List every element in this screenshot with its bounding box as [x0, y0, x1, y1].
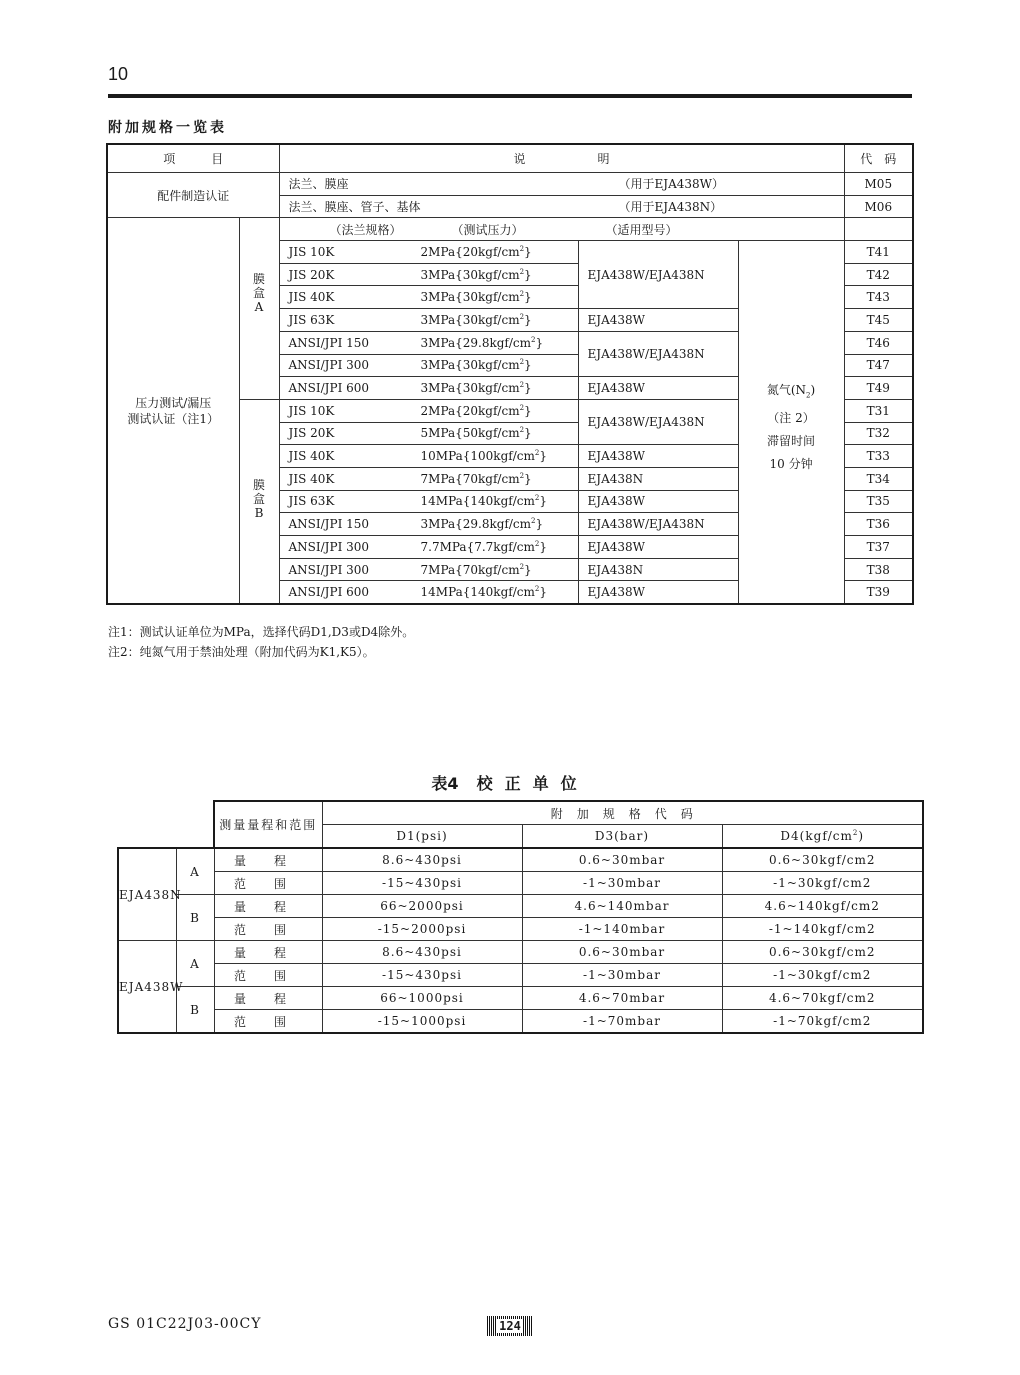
header-d3: D3(bar)	[522, 825, 722, 849]
code-cell: T37	[844, 536, 913, 559]
test-pressure: $3MPa\{30kgf/cm^2\}$	[420, 267, 532, 282]
header-range: 测量量程和范围	[214, 801, 322, 848]
value-cell: -1~30mbar	[522, 964, 722, 987]
test-pressure: $7MPa\{70kgf/cm^2\}$	[420, 562, 532, 577]
test-pressure: $5MPa\{50kgf/cm^2\}$	[420, 426, 532, 441]
table-header-row	[107, 144, 913, 173]
table4-title-label: 表4	[431, 774, 459, 793]
test-pressure: $10MPa\{100kgf/cm^2\}$	[420, 449, 547, 464]
code-cell: T31	[844, 399, 913, 422]
kind-range: 范围	[214, 872, 322, 895]
model-name: EJA438W	[118, 941, 176, 1034]
model-cell: EJA438W	[578, 445, 738, 468]
test-pressure: $3MPa\{30kgf/cm^2\}$	[420, 290, 532, 305]
value-cell: 0.6~30mbar	[522, 941, 722, 964]
code-cell: T33	[844, 445, 913, 468]
flange-spec: JIS 10K	[288, 244, 335, 259]
test-pressure: $14MPa\{140kgf/cm^2\}$	[420, 585, 547, 600]
test-pressure: $3MPa\{29.8kgf/cm^2\}$	[420, 517, 544, 532]
code-cell: T35	[844, 490, 913, 513]
capsule-a-label: 膜 盒 A	[239, 218, 279, 400]
code-cell: T36	[844, 513, 913, 536]
flange-spec: JIS 63K	[288, 494, 335, 509]
value-cell: -1~30kgf/cm2	[722, 872, 923, 895]
table-row	[118, 918, 923, 941]
test-pressure: $2MPa\{20kgf/cm^2\}$	[420, 244, 532, 259]
page-number: 10	[108, 64, 129, 84]
table4-title	[0, 771, 1020, 794]
flange-spec: JIS 40K	[288, 290, 335, 305]
table-row	[118, 1010, 923, 1034]
table-row	[118, 895, 923, 918]
model-cell: EJA438W/EJA438N	[578, 513, 738, 536]
section-title: 附加规格一览表	[108, 120, 227, 136]
value-cell: -15~430psi	[322, 872, 522, 895]
value-cell: -15~1000psi	[322, 1010, 522, 1034]
flange-spec: JIS 40K	[288, 449, 335, 464]
cert-desc: 法兰、膜座	[288, 177, 349, 192]
kind-span: 量程	[214, 895, 322, 918]
flange-spec: ANSI/JPI 600	[288, 381, 370, 396]
calibration-units-table	[117, 800, 924, 1034]
flange-spec: ANSI/JPI 300	[288, 358, 370, 373]
table4-title-name: 校正单位	[476, 774, 589, 793]
value-cell: -1~30mbar	[522, 872, 722, 895]
capsule-name: A	[176, 941, 214, 987]
page-barcode: 124	[487, 1316, 533, 1336]
cert-note: （用于EJA438N）	[618, 200, 723, 215]
value-cell: -15~2000psi	[322, 918, 522, 941]
model-cell: EJA438W/EJA438N	[578, 399, 738, 444]
value-cell: 4.6~70mbar	[522, 987, 722, 1010]
header-d4: $D4(kgf/cm^2)$	[722, 825, 923, 849]
value-cell: 0.6~30kgf/cm2	[722, 848, 923, 872]
kind-range: 范围	[214, 918, 322, 941]
kind-range: 范围	[214, 1010, 322, 1034]
code-cell: T49	[844, 377, 913, 400]
header-item: 项 目	[107, 144, 279, 173]
code-cell: T41	[844, 241, 913, 264]
kind-span: 量程	[214, 941, 322, 964]
header-d1: D1(psi)	[322, 825, 522, 849]
model-cell: EJA438W	[578, 581, 738, 604]
flange-spec: ANSI/JPI 300	[288, 562, 370, 577]
test-pressure: $3MPa\{29.8kgf/cm^2\}$	[420, 335, 544, 350]
model-cell: EJA438W	[578, 536, 738, 559]
document-code: GS 01C22J03-00CY	[108, 1316, 262, 1332]
table-row	[118, 848, 923, 872]
pressure-label-line1: 压力测试/漏压	[135, 395, 212, 410]
value-cell: 0.6~30mbar	[522, 848, 722, 872]
code-cell: T47	[844, 354, 913, 377]
capsule-name: B	[176, 987, 214, 1034]
header-code: 代 码	[844, 144, 913, 173]
flange-spec: ANSI/JPI 300	[288, 539, 370, 554]
test-pressure: $3MPa\{30kgf/cm^2\}$	[420, 358, 532, 373]
note-2: 注2：纯氮气用于禁油处理（附加代码为K1,K5）。	[108, 645, 375, 659]
header-description: 说 明	[279, 144, 844, 173]
cert-desc: 法兰、膜座、管子、基体	[288, 200, 421, 215]
code-cell: T34	[844, 467, 913, 490]
value-cell: -1~30kgf/cm2	[722, 964, 923, 987]
nitrogen-gas-cell: 氮气$(N_2)$ （注 2） 滞留时间 10 分钟	[738, 241, 844, 605]
flange-spec: JIS 20K	[288, 426, 335, 441]
table-row	[107, 173, 913, 196]
value-cell: -1~70kgf/cm2	[722, 1010, 923, 1034]
value-cell: 8.6~430psi	[322, 848, 522, 872]
model-cell: EJA438W	[578, 490, 738, 513]
table-row	[118, 987, 923, 1010]
code-cell: T45	[844, 309, 913, 332]
test-pressure: $7.7MPa\{7.7kgf/cm^2\}$	[420, 539, 547, 554]
model-cell: EJA438N	[578, 467, 738, 490]
value-cell: -1~70mbar	[522, 1010, 722, 1034]
cert-label: 配件制造认证	[107, 173, 279, 218]
model-cell: EJA438W/EJA438N	[578, 241, 738, 309]
code-cell: T43	[844, 286, 913, 309]
code-cell: T46	[844, 331, 913, 354]
test-pressure: $3MPa\{30kgf/cm^2\}$	[420, 312, 532, 327]
test-pressure: $3MPa\{30kgf/cm^2\}$	[420, 381, 532, 396]
model-name: EJA438N	[118, 848, 176, 941]
model-cell: EJA438W/EJA438N	[578, 331, 738, 376]
subheader-model: （适用型号）	[605, 222, 678, 237]
test-pressure: $2MPa\{20kgf/cm^2\}$	[420, 403, 532, 418]
pressure-label-line2: 测试认证（注1）	[127, 411, 220, 426]
code-cell: T39	[844, 581, 913, 604]
model-cell: EJA438N	[578, 558, 738, 581]
value-cell: 4.6~70kgf/cm2	[722, 987, 923, 1010]
code-cell: M05	[844, 173, 913, 196]
additional-spec-table	[106, 143, 914, 605]
value-cell: 0.6~30kgf/cm2	[722, 941, 923, 964]
code-cell: T32	[844, 422, 913, 445]
header-rule	[108, 94, 912, 98]
header-codes: 附 加 规 格 代 码	[322, 801, 923, 825]
test-pressure: $7MPa\{70kgf/cm^2\}$	[420, 471, 532, 486]
flange-spec: JIS 20K	[288, 267, 335, 282]
value-cell: 4.6~140mbar	[522, 895, 722, 918]
subheader-pressure: （测试压力）	[451, 222, 524, 237]
cert-note: （用于EJA438W）	[618, 177, 724, 192]
flange-spec: JIS 63K	[288, 312, 335, 327]
kind-span: 量程	[214, 987, 322, 1010]
table-row	[118, 941, 923, 964]
kind-range: 范围	[214, 964, 322, 987]
kind-span: 量程	[214, 848, 322, 872]
flange-spec: ANSI/JPI 150	[288, 517, 370, 532]
note-1: 注1：测试认证单位为MPa，选择代码D1,D3或D4除外。	[108, 625, 415, 639]
capsule-b-label: 膜 盒 B	[239, 399, 279, 604]
table-row	[118, 872, 923, 895]
value-cell: 66~2000psi	[322, 895, 522, 918]
model-cell: EJA438W	[578, 377, 738, 400]
value-cell: -1~140kgf/cm2	[722, 918, 923, 941]
flange-spec: JIS 10K	[288, 403, 335, 418]
capsule-name: A	[176, 848, 214, 895]
value-cell: -1~140mbar	[522, 918, 722, 941]
flange-spec: ANSI/JPI 150	[288, 335, 370, 350]
value-cell: 4.6~140kgf/cm2	[722, 895, 923, 918]
value-cell: 66~1000psi	[322, 987, 522, 1010]
code-cell: T42	[844, 263, 913, 286]
notes	[108, 622, 414, 662]
test-pressure: $14MPa\{140kgf/cm^2\}$	[420, 494, 547, 509]
model-cell: EJA438W	[578, 309, 738, 332]
value-cell: 8.6~430psi	[322, 941, 522, 964]
capsule-name: B	[176, 895, 214, 941]
subheader-spec: （法兰规格）	[329, 222, 402, 237]
table-row	[118, 964, 923, 987]
pressure-subheader-row	[107, 218, 913, 241]
pressure-test-label	[107, 218, 239, 604]
table-header-row	[118, 801, 923, 825]
value-cell: -15~430psi	[322, 964, 522, 987]
code-cell: M06	[844, 195, 913, 218]
flange-spec: JIS 40K	[288, 471, 335, 486]
flange-spec: ANSI/JPI 600	[288, 585, 370, 600]
code-cell: T38	[844, 558, 913, 581]
